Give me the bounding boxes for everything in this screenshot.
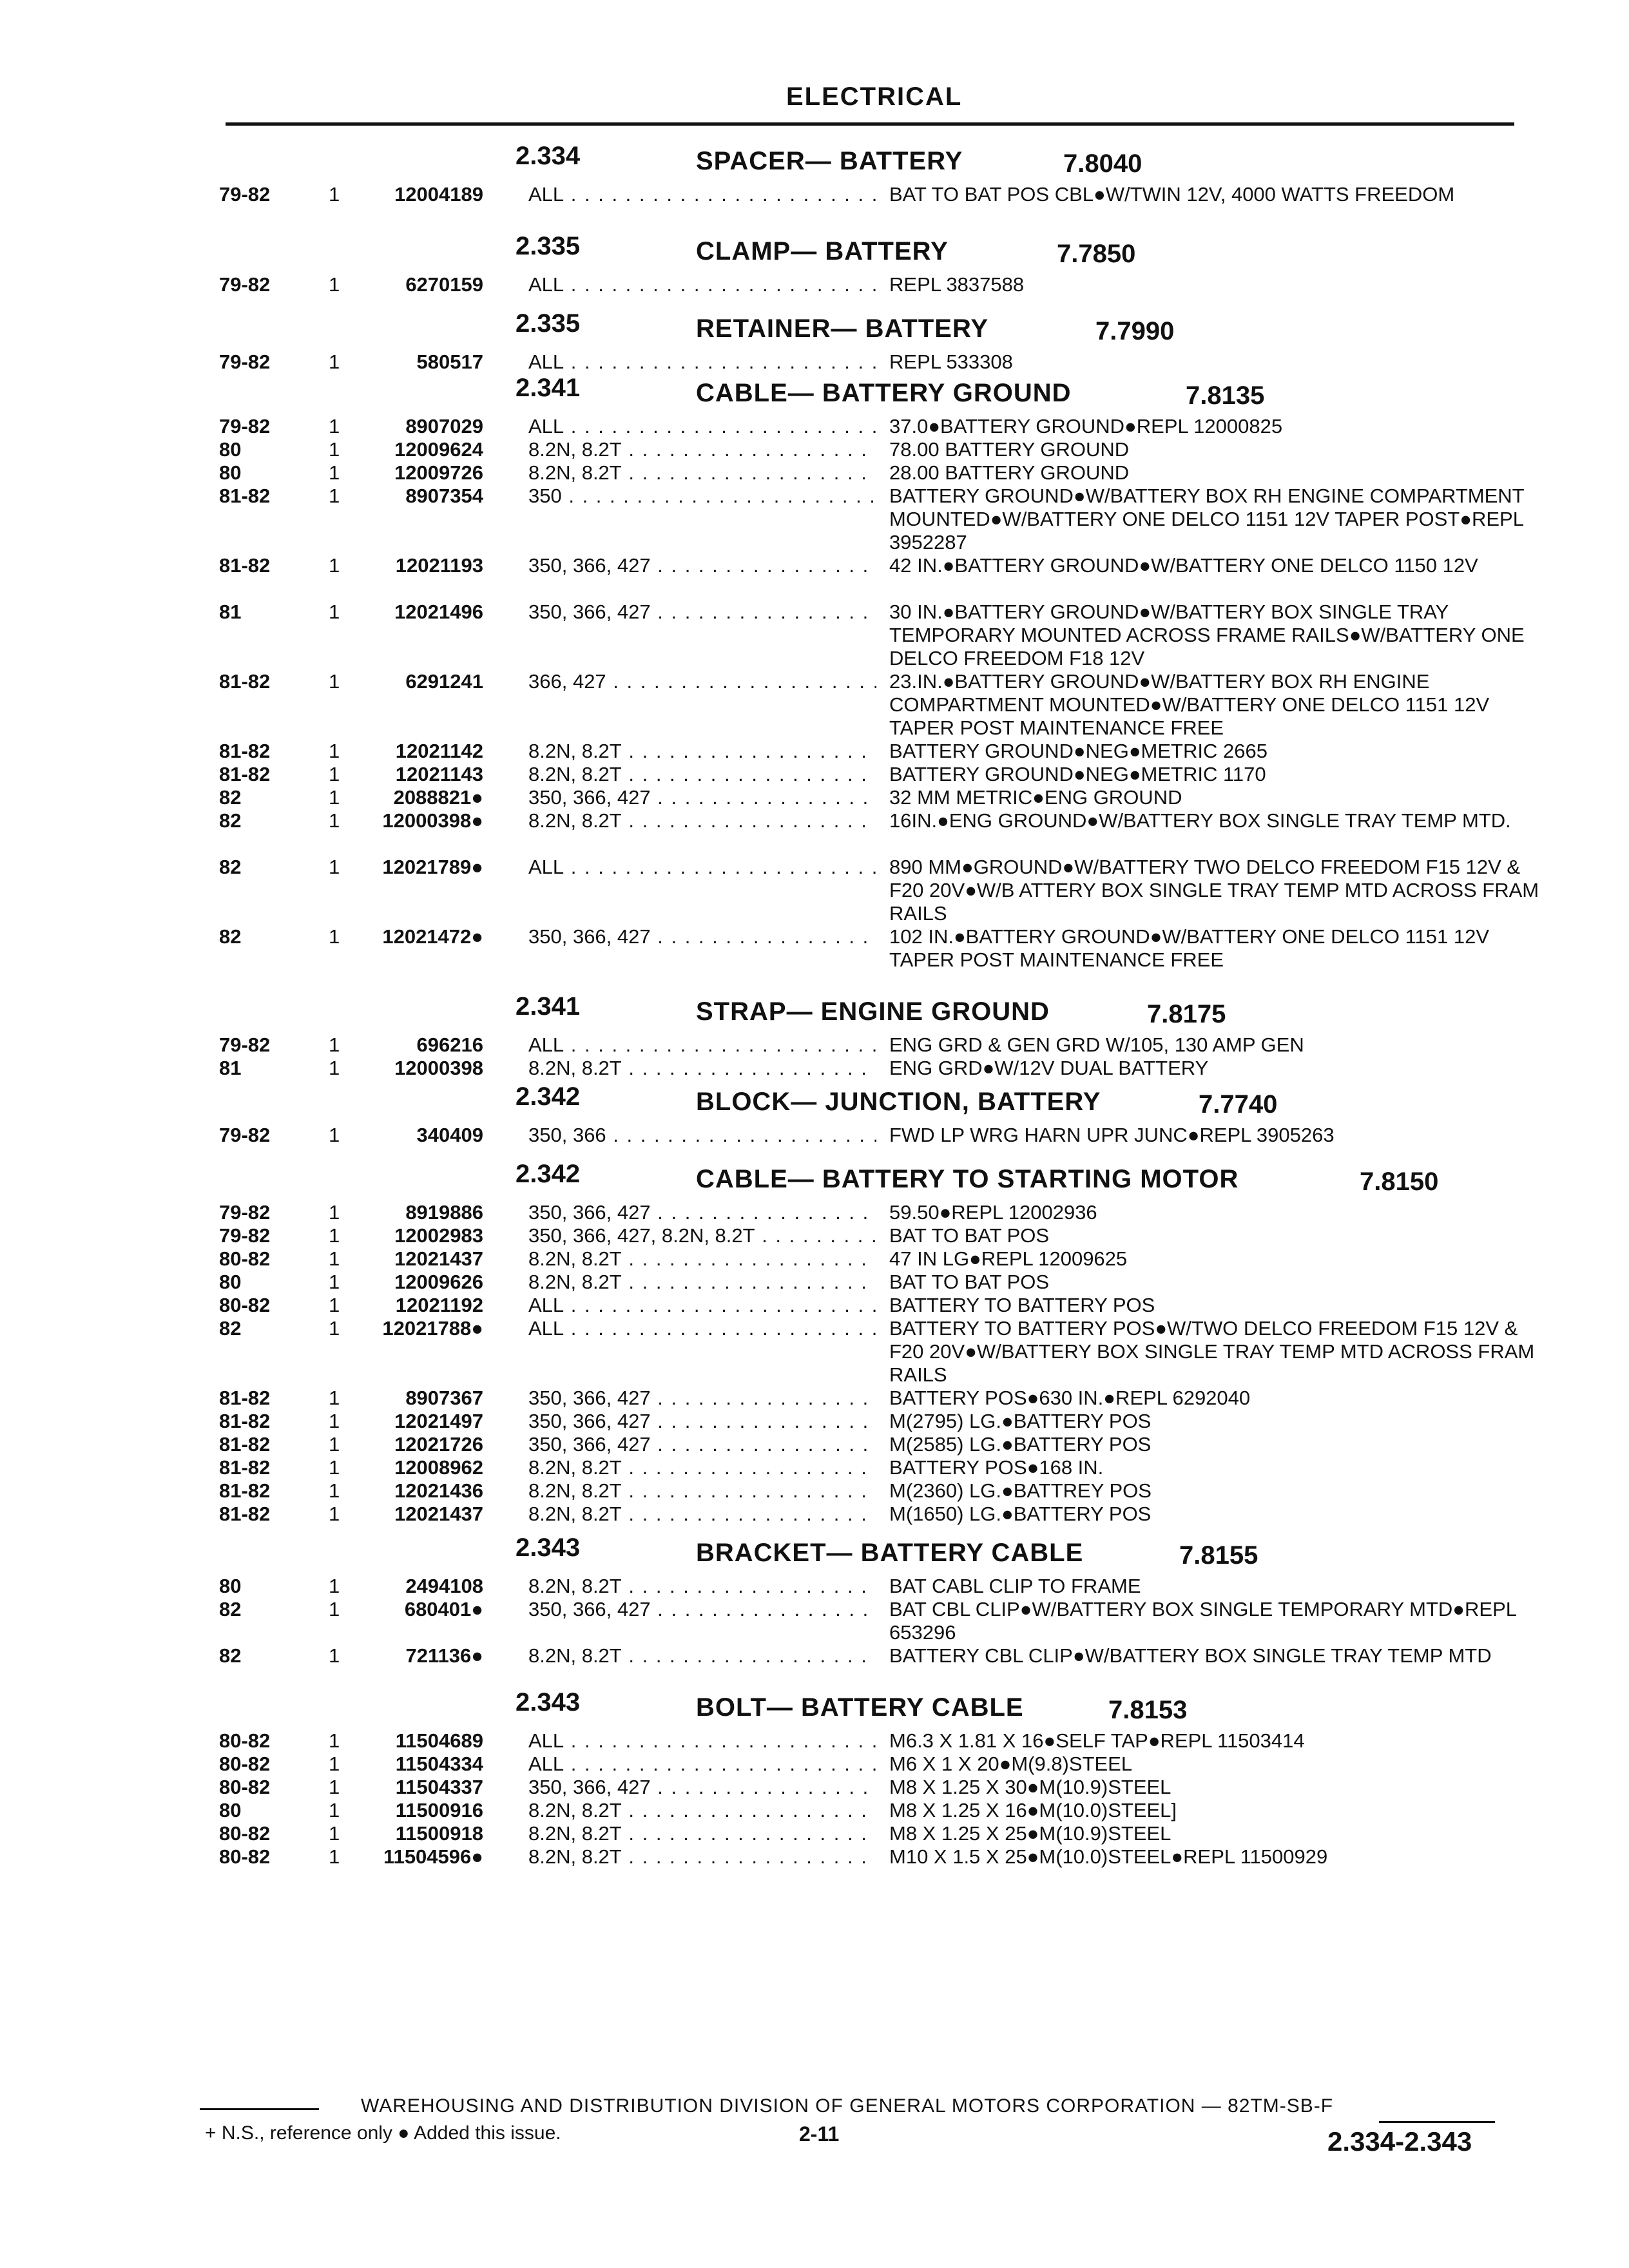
part-number: 8919886	[405, 1201, 483, 1224]
footer-organization: WAREHOUSING AND DISTRIBUTION DIVISION OF GENERAL MOTORS CORPORATION — 82TM-SB-F	[361, 2095, 1334, 2117]
range-rule	[1379, 2121, 1495, 2123]
part-description: BAT TO BAT POS CBL●W/TWIN 12V, 4000 WATTS FREEDOM	[889, 183, 1455, 206]
part-description: ENG GRD●W/12V DUAL BATTERY	[889, 1057, 1209, 1079]
part-description: M(2585) LG.●BATTERY POS	[889, 1433, 1152, 1456]
part-row	[0, 1317, 1629, 1387]
applicability: 8.2N, 8.2T . . .	[528, 1845, 876, 1869]
model-years: 79-82	[219, 1124, 271, 1146]
part-number: 6291241	[405, 670, 483, 693]
part-row	[0, 601, 1629, 670]
quantity: 1	[329, 1503, 340, 1525]
model-years: 81-82	[219, 670, 271, 693]
section-header	[0, 1082, 1629, 1124]
model-years: 81-82	[219, 1433, 271, 1456]
quantity: 1	[329, 856, 340, 878]
applicability: 350, 366, 427 . . .	[528, 1776, 876, 1799]
section-code: 2.341	[516, 374, 581, 402]
model-years: 81-82	[219, 1456, 271, 1479]
applicability: ALL . . .	[528, 183, 876, 206]
model-years: 79-82	[219, 1224, 271, 1247]
model-years: 80-82	[219, 1776, 271, 1798]
part-number: 12009626	[394, 1271, 483, 1293]
quantity: 1	[329, 554, 340, 577]
part-description: 30 IN.●BATTERY GROUND●W/BATTERY BOX SINGLE TRAY TEMPORARY MOUNTED ACROSS FRAME RAILS●W/BATTERY ONE DELCO FREEDOM F18 12V	[889, 601, 1525, 669]
part-number: 11500918	[395, 1822, 483, 1845]
section-title: STRAP— ENGINE GROUND	[696, 997, 1050, 1026]
model-years: 80	[219, 1271, 242, 1293]
model-years: 80-82	[219, 1247, 271, 1270]
part-description: 42 IN.●BATTERY GROUND●W/BATTERY ONE DELCO 1150 12V	[889, 554, 1478, 577]
model-years: 81-82	[219, 763, 271, 785]
applicability: ALL . . .	[528, 1317, 876, 1340]
part-row	[0, 1503, 1629, 1526]
applicability: 350 . . .	[528, 485, 876, 508]
section-header	[0, 142, 1629, 183]
quantity: 1	[329, 1799, 340, 1821]
part-number: 12021496	[394, 601, 483, 623]
part-number: 12021437	[394, 1503, 483, 1525]
part-number: 12021437	[394, 1247, 483, 1270]
quantity: 1	[329, 1598, 340, 1620]
part-description: BAT TO BAT POS	[889, 1271, 1050, 1293]
part-row	[0, 740, 1629, 763]
section-code: 2.335	[516, 309, 581, 338]
footer-legend: + N.S., reference only ● Added this issue.	[205, 2122, 561, 2144]
model-years: 80-82	[219, 1294, 271, 1316]
applicability: 350, 366, 427 . . .	[528, 1598, 876, 1621]
part-number: 12021193	[395, 554, 483, 577]
part-number: 12000398	[394, 1057, 483, 1079]
quantity: 1	[329, 461, 340, 484]
quantity: 1	[329, 925, 340, 948]
part-number: 8907367	[405, 1387, 483, 1409]
part-number: 8907029	[405, 415, 483, 437]
model-years: 82	[219, 1317, 242, 1340]
part-description: 37.0●BATTERY GROUND●REPL 12000825	[889, 415, 1283, 437]
part-number: 12021143	[395, 763, 483, 785]
quantity: 1	[329, 1224, 340, 1247]
part-description: 28.00 BATTERY GROUND	[889, 461, 1130, 484]
part-row	[0, 1575, 1629, 1598]
model-years: 80	[219, 1799, 242, 1821]
quantity: 1	[329, 1294, 340, 1316]
part-number: 11504334	[395, 1753, 483, 1775]
section-group-number: 7.8150	[1360, 1168, 1439, 1196]
part-description: BATTERY TO BATTERY POS●W/TWO DELCO FREEDOM F15 12V & F20 20V●W/BATTERY BOX SINGLE TRAY TEMP MTD ACROSS FRAM RAILS	[889, 1317, 1535, 1386]
quantity: 1	[329, 1822, 340, 1845]
part-description: M(1650) LG.●BATTERY POS	[889, 1503, 1152, 1525]
quantity: 1	[329, 1201, 340, 1224]
part-row	[0, 809, 1629, 856]
part-number: 340409	[416, 1124, 483, 1146]
quantity: 1	[329, 1433, 340, 1456]
applicability: 8.2N, 8.2T . . .	[528, 1575, 876, 1598]
model-years: 82	[219, 856, 242, 878]
section-header	[0, 1688, 1629, 1729]
part-row	[0, 1410, 1629, 1433]
section-group-number: 7.8153	[1108, 1696, 1188, 1724]
model-years: 79-82	[219, 183, 271, 206]
part-number: 2494108	[405, 1575, 483, 1597]
applicability: 8.2N, 8.2T . . .	[528, 1057, 876, 1080]
part-number: 12002983	[394, 1224, 483, 1247]
part-description: BATTERY GROUND●NEG●METRIC 1170	[889, 763, 1266, 785]
part-row	[0, 1644, 1629, 1691]
part-number: 12021789●	[382, 856, 483, 878]
part-row	[0, 1822, 1629, 1845]
part-number: 8907354	[405, 485, 483, 507]
model-years: 80-82	[219, 1753, 271, 1775]
model-years: 81	[219, 601, 242, 623]
quantity: 1	[329, 1317, 340, 1340]
part-row	[0, 1387, 1629, 1410]
part-description: BATTERY POS●630 IN.●REPL 6292040	[889, 1387, 1251, 1409]
part-description: 47 IN LG●REPL 12009625	[889, 1247, 1128, 1270]
part-row	[0, 1271, 1629, 1294]
part-row	[0, 1776, 1629, 1799]
applicability: ALL . . .	[528, 351, 876, 374]
applicability: ALL . . .	[528, 856, 876, 879]
applicability: 350, 366 . . .	[528, 1124, 876, 1147]
quantity: 1	[329, 1456, 340, 1479]
page-header-title: ELECTRICAL	[786, 82, 963, 111]
part-number: 721136●	[405, 1644, 483, 1667]
section-code: 2.343	[516, 1688, 581, 1716]
part-number: 12021436	[394, 1479, 483, 1502]
applicability: ALL . . .	[528, 415, 876, 438]
parts-section	[0, 142, 1629, 229]
model-years: 79-82	[219, 351, 271, 373]
part-description: M(2795) LG.●BATTERY POS	[889, 1410, 1152, 1432]
model-years: 79-82	[219, 1201, 271, 1224]
footer-rule	[200, 2108, 319, 2110]
model-years: 79-82	[219, 273, 271, 296]
applicability: 350, 366, 427 . . .	[528, 601, 876, 624]
part-row	[0, 1456, 1629, 1479]
section-title: CABLE— BATTERY GROUND	[696, 379, 1072, 407]
parts-section	[0, 992, 1629, 1080]
part-description: M6.3 X 1.81 X 16●SELF TAP●REPL 11503414	[889, 1729, 1305, 1752]
section-header	[0, 992, 1629, 1033]
section-header	[0, 232, 1629, 273]
part-number: 2088821●	[393, 786, 483, 809]
model-years: 82	[219, 786, 242, 809]
model-years: 81-82	[219, 740, 271, 762]
applicability: 8.2N, 8.2T . . .	[528, 1479, 876, 1503]
part-row	[0, 1729, 1629, 1753]
part-number: 12004189	[394, 183, 483, 206]
section-title: RETAINER— BATTERY	[696, 314, 989, 343]
applicability: 350, 366, 427 . . .	[528, 1410, 876, 1433]
quantity: 1	[329, 1247, 340, 1270]
part-description: 102 IN.●BATTERY GROUND●W/BATTERY ONE DELCO 1151 12V TAPER POST MAINTENANCE FREE	[889, 925, 1489, 971]
model-years: 80-82	[219, 1845, 271, 1868]
quantity: 1	[329, 1845, 340, 1868]
section-title: BRACKET— BATTERY CABLE	[696, 1539, 1084, 1567]
part-description: M8 X 1.25 X 25●M(10.9)STEEL	[889, 1822, 1171, 1845]
quantity: 1	[329, 1575, 340, 1597]
model-years: 82	[219, 925, 242, 948]
section-group-number: 7.8155	[1179, 1541, 1258, 1570]
section-title: CLAMP— BATTERY	[696, 237, 949, 265]
applicability: ALL . . .	[528, 1294, 876, 1317]
part-row	[0, 438, 1629, 461]
quantity: 1	[329, 351, 340, 373]
section-title: BLOCK— JUNCTION, BATTERY	[696, 1088, 1101, 1116]
section-title: SPACER— BATTERY	[696, 147, 963, 175]
part-row	[0, 461, 1629, 485]
part-description: 59.50●REPL 12002936	[889, 1201, 1097, 1224]
applicability: 350, 366, 427 . . .	[528, 554, 876, 577]
quantity: 1	[329, 415, 340, 437]
model-years: 82	[219, 1644, 242, 1667]
part-description: FWD LP WRG HARN UPR JUNC●REPL 3905263	[889, 1124, 1335, 1146]
part-row	[0, 856, 1629, 925]
part-description: M6 X 1 X 20●M(9.8)STEEL	[889, 1753, 1133, 1775]
part-description: BAT CBL CLIP●W/BATTERY BOX SINGLE TEMPORARY MTD●REPL 653296	[889, 1598, 1516, 1644]
section-code: 2.342	[516, 1082, 581, 1111]
applicability: 350, 366, 427 . . .	[528, 1433, 876, 1456]
applicability: 350, 366, 427 . . .	[528, 1387, 876, 1410]
part-row	[0, 183, 1629, 229]
part-number: 12008962	[394, 1456, 483, 1479]
parts-section	[0, 1533, 1629, 1691]
applicability: ALL . . .	[528, 1729, 876, 1753]
section-code: 2.343	[516, 1533, 581, 1562]
quantity: 1	[329, 1124, 340, 1146]
part-row	[0, 1598, 1629, 1644]
parts-section	[0, 1688, 1629, 1869]
part-number: 12000398●	[382, 809, 483, 832]
part-number: 680401●	[404, 1598, 483, 1620]
parts-section	[0, 1082, 1629, 1147]
applicability: 8.2N, 8.2T . . .	[528, 1456, 876, 1479]
parts-section	[0, 1160, 1629, 1526]
section-header	[0, 1533, 1629, 1575]
quantity: 1	[329, 273, 340, 296]
part-number: 11504689	[395, 1729, 483, 1752]
part-number: 12009624	[394, 438, 483, 461]
part-description: ENG GRD & GEN GRD W/105, 130 AMP GEN	[889, 1033, 1304, 1056]
applicability: 8.2N, 8.2T . . .	[528, 1503, 876, 1526]
part-number: 12021726	[394, 1433, 483, 1456]
quantity: 1	[329, 809, 340, 832]
part-row	[0, 415, 1629, 438]
part-row	[0, 1124, 1629, 1147]
quantity: 1	[329, 438, 340, 461]
section-header	[0, 309, 1629, 351]
part-description: 890 MM●GROUND●W/BATTERY TWO DELCO FREEDOM F15 12V & F20 20V●W/B ATTERY BOX SINGLE TRAY TEMP MTD ACROSS FRAM RAILS	[889, 856, 1539, 925]
applicability: 350, 366, 427 . . .	[528, 925, 876, 948]
model-years: 79-82	[219, 1033, 271, 1056]
part-number: 12021142	[395, 740, 483, 762]
section-header	[0, 1160, 1629, 1201]
quantity: 1	[329, 670, 340, 693]
applicability: 8.2N, 8.2T . . .	[528, 1271, 876, 1294]
applicability: 350, 366, 427 . . .	[528, 786, 876, 809]
part-number: 11500916	[395, 1799, 483, 1821]
applicability: 350, 366, 427 . . .	[528, 1201, 876, 1224]
part-row	[0, 351, 1629, 374]
applicability: 8.2N, 8.2T . . .	[528, 1644, 876, 1667]
part-description: M(2360) LG.●BATTREY POS	[889, 1479, 1152, 1502]
part-number: 12021788●	[382, 1317, 483, 1340]
part-row	[0, 1201, 1629, 1224]
part-row	[0, 1247, 1629, 1271]
part-description: 16IN.●ENG GROUND●W/BATTERY BOX SINGLE TRAY TEMP MTD.	[889, 809, 1511, 832]
applicability: 8.2N, 8.2T . . .	[528, 461, 876, 485]
quantity: 1	[329, 786, 340, 809]
part-description: REPL 533308	[889, 351, 1013, 373]
part-number: 11504337	[395, 1776, 483, 1798]
quantity: 1	[329, 485, 340, 507]
section-group-number: 7.8040	[1063, 149, 1142, 178]
model-years: 81-82	[219, 554, 271, 577]
part-row	[0, 554, 1629, 601]
part-description: 78.00 BATTERY GROUND	[889, 438, 1130, 461]
model-years: 79-82	[219, 415, 271, 437]
section-group-number: 7.7850	[1057, 240, 1136, 268]
part-row	[0, 485, 1629, 554]
section-code: 2.341	[516, 992, 581, 1021]
model-years: 80-82	[219, 1822, 271, 1845]
part-number: 11504596●	[383, 1845, 483, 1868]
part-description: BATTERY CBL CLIP●W/BATTERY BOX SINGLE TRAY TEMP MTD	[889, 1644, 1492, 1667]
part-row	[0, 1479, 1629, 1503]
quantity: 1	[329, 1057, 340, 1079]
quantity: 1	[329, 1271, 340, 1293]
part-number: 6270159	[405, 273, 483, 296]
section-title: CABLE— BATTERY TO STARTING MOTOR	[696, 1165, 1239, 1193]
part-row	[0, 925, 1629, 972]
part-description: 23.IN.●BATTERY GROUND●W/BATTERY BOX RH ENGINE COMPARTMENT MOUNTED●W/BATTERY ONE DELCO 1151 12V TAPER POST MAINTENANCE FREE	[889, 670, 1490, 739]
model-years: 82	[219, 1598, 242, 1620]
part-number: 12021192	[395, 1294, 483, 1316]
quantity: 1	[329, 1410, 340, 1432]
model-years: 81-82	[219, 1387, 271, 1409]
part-description: BATTERY GROUND●W/BATTERY BOX RH ENGINE COMPARTMENT MOUNTED●W/BATTERY ONE DELCO 1151 12V TAPER POST●REPL 3952287	[889, 485, 1525, 553]
section-code: 2.334	[516, 142, 581, 170]
quantity: 1	[329, 1387, 340, 1409]
parts-section	[0, 232, 1629, 296]
part-description: BAT CABL CLIP TO FRAME	[889, 1575, 1141, 1597]
applicability: ALL . . .	[528, 1753, 876, 1776]
part-row	[0, 1433, 1629, 1456]
parts-section	[0, 374, 1629, 972]
quantity: 1	[329, 1644, 340, 1667]
model-years: 80	[219, 1575, 242, 1597]
part-row	[0, 1294, 1629, 1317]
model-years: 80-82	[219, 1729, 271, 1752]
part-description: M10 X 1.5 X 25●M(10.0)STEEL●REPL 11500929	[889, 1845, 1328, 1868]
part-description: M8 X 1.25 X 16●M(10.0)STEEL]	[889, 1799, 1177, 1821]
quantity: 1	[329, 1479, 340, 1502]
part-number: 12009726	[394, 461, 483, 484]
part-row	[0, 273, 1629, 296]
model-years: 81-82	[219, 1503, 271, 1525]
applicability: ALL . . .	[528, 273, 876, 296]
applicability: ALL . . .	[528, 1033, 876, 1057]
model-years: 81-82	[219, 1479, 271, 1502]
model-years: 82	[219, 809, 242, 832]
part-row	[0, 670, 1629, 740]
quantity: 1	[329, 1033, 340, 1056]
part-row	[0, 1799, 1629, 1822]
model-years: 80	[219, 438, 242, 461]
part-row	[0, 1753, 1629, 1776]
applicability: 8.2N, 8.2T . . .	[528, 740, 876, 763]
part-row	[0, 763, 1629, 786]
section-group-number: 7.8135	[1186, 381, 1265, 410]
part-description: BATTERY GROUND●NEG●METRIC 2665	[889, 740, 1268, 762]
section-header	[0, 374, 1629, 415]
part-row	[0, 1033, 1629, 1057]
quantity: 1	[329, 740, 340, 762]
model-years: 81	[219, 1057, 242, 1079]
model-years: 81-82	[219, 1410, 271, 1432]
quantity: 1	[329, 1776, 340, 1798]
applicability: 8.2N, 8.2T . . .	[528, 438, 876, 461]
section-group-number: 7.7740	[1199, 1090, 1278, 1119]
part-description: BATTERY TO BATTERY POS	[889, 1294, 1155, 1316]
page-number: 2-11	[799, 2122, 840, 2146]
quantity: 1	[329, 1753, 340, 1775]
applicability: 8.2N, 8.2T . . .	[528, 763, 876, 786]
section-title: BOLT— BATTERY CABLE	[696, 1693, 1024, 1722]
quantity: 1	[329, 763, 340, 785]
model-years: 81-82	[219, 485, 271, 507]
model-years: 80	[219, 461, 242, 484]
applicability: 8.2N, 8.2T . . .	[528, 1799, 876, 1822]
quantity: 1	[329, 1729, 340, 1752]
quantity: 1	[329, 601, 340, 623]
part-row	[0, 786, 1629, 809]
part-row	[0, 1057, 1629, 1080]
part-number: 12021497	[394, 1410, 483, 1432]
applicability: 8.2N, 8.2T . . .	[528, 809, 876, 832]
part-number: 696216	[416, 1033, 483, 1056]
applicability: 350, 366, 427, 8.2N, 8.2T . . .	[528, 1224, 876, 1247]
applicability: 366, 427 . . .	[528, 670, 876, 693]
part-description: BAT TO BAT POS	[889, 1224, 1050, 1247]
section-range: 2.334-2.343	[1327, 2126, 1472, 2157]
part-description: M8 X 1.25 X 30●M(10.9)STEEL	[889, 1776, 1171, 1798]
part-row	[0, 1224, 1629, 1247]
part-row	[0, 1845, 1629, 1869]
part-description: BATTERY POS●168 IN.	[889, 1456, 1104, 1479]
part-description: REPL 3837588	[889, 273, 1025, 296]
part-description: 32 MM METRIC●ENG GROUND	[889, 786, 1182, 809]
part-number: 12021472●	[382, 925, 483, 948]
applicability: 8.2N, 8.2T . . .	[528, 1247, 876, 1271]
section-group-number: 7.7990	[1095, 317, 1175, 345]
section-code: 2.342	[516, 1160, 581, 1188]
header-rule	[226, 122, 1514, 126]
part-number: 580517	[416, 351, 483, 373]
parts-section	[0, 309, 1629, 374]
quantity: 1	[329, 183, 340, 206]
applicability: 8.2N, 8.2T . . .	[528, 1822, 876, 1845]
section-group-number: 7.8175	[1147, 1000, 1226, 1028]
section-code: 2.335	[516, 232, 581, 260]
